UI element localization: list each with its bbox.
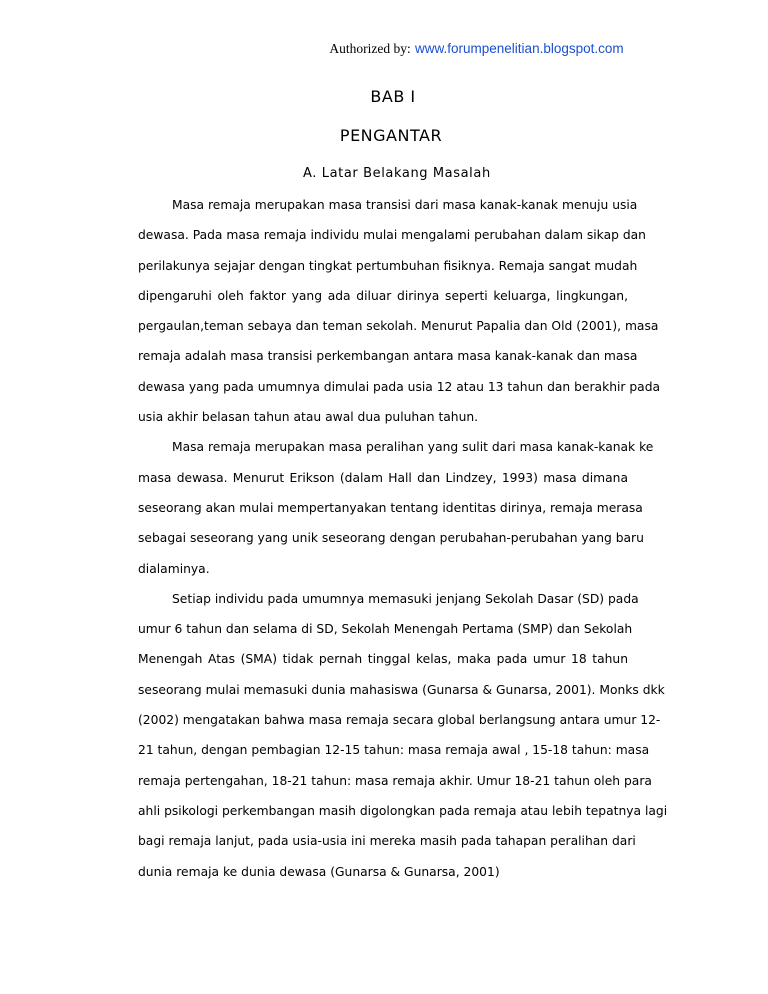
text-line: perilakunya sejajar dengan tingkat pertumbuhan fisiknya. Remaja sangat mudah <box>138 258 638 273</box>
body-text <box>138 190 668 887</box>
text-line: dunia remaja ke dunia dewasa (Gunarsa & Gunarsa, 2001) <box>138 864 500 879</box>
text-line: usia akhir belasan tahun atau awal dua puluhan tahun. <box>138 410 479 425</box>
text-line: dialaminya. <box>138 561 210 576</box>
text-line: dewasa yang pada umumnya dimulai pada usia 12 atau 13 tahun dan berakhir pada <box>138 379 661 394</box>
text-line: remaja pertengahan, 18-21 tahun: masa remaja akhir. Umur 18-21 tahun oleh para <box>138 773 652 788</box>
text-line: 21 tahun, dengan pembagian 12-15 tahun: masa remaja awal , 15-18 tahun: masa <box>138 743 650 758</box>
text-line: remaja adalah masa transisi perkembangan antara masa kanak-kanak dan masa <box>138 349 638 364</box>
text-line: Masa remaja merupakan masa transisi dari masa kanak-kanak menuju usia <box>172 198 638 212</box>
text-line: Masa remaja merupakan masa peralihan yang sulit dari masa kanak-kanak ke <box>172 440 654 455</box>
authorization-header <box>0 40 768 58</box>
text-line: dewasa. Pada masa remaja individu mulai mengalami perubahan dalam sikap dan <box>138 228 646 243</box>
text-line: pergaulan,teman sebaya dan teman sekolah. Menurut Papalia dan Old (2001), masa <box>138 319 659 334</box>
authorized-by-label: Authorized by: <box>329 41 411 56</box>
paragraph-1 <box>138 190 661 432</box>
text-line: masa dewasa. Menurut Erikson (dalam Hall dan Lindzey, 1993) masa dimana <box>138 470 628 485</box>
text-line: dipengaruhi oleh faktor yang ada diluar dirinya seperti keluarga, lingkungan, <box>138 288 628 303</box>
paragraph-2 <box>138 432 654 583</box>
chapter-title: PENGANTAR <box>339 126 443 145</box>
text-line: (2002) mengatakan bahwa masa remaja secara global berlangsung antara umur 12- <box>138 713 661 728</box>
chapter-number: BAB I <box>370 87 416 106</box>
text-line: seseorang mulai memasuki dunia mahasiswa (Gunarsa & Gunarsa, 2001). Monks dkk <box>138 682 665 697</box>
text-line: umur 6 tahun dan selama di SD, Sekolah Menengah Pertama (SMP) dan Sekolah <box>138 622 633 637</box>
text-line: seseorang akan mulai mempertanyakan tentang identitas dirinya, remaja merasa <box>138 500 643 515</box>
text-line: ahli psikologi perkembangan masih digolongkan pada remaja atau lebih tepatnya lagi <box>138 803 668 818</box>
section-heading: A. Latar Belakang Masalah <box>303 166 491 181</box>
text-line: Menengah Atas (SMA) tidak pernah tinggal kelas, maka pada umur 18 tahun <box>138 652 628 667</box>
paragraph-3 <box>138 584 668 887</box>
text-line: Setiap individu pada umumnya memasuki jenjang Sekolah Dasar (SD) pada <box>172 591 639 606</box>
blog-link[interactable]: www.forumpenelitian.blogspot.com <box>415 41 624 56</box>
text-line: sebagai seseorang yang unik seseorang dengan perubahan-perubahan yang baru <box>138 531 644 546</box>
text-line: bagi remaja lanjut, pada usia-usia ini mereka masih pada tahapan peralihan dari <box>138 834 636 849</box>
